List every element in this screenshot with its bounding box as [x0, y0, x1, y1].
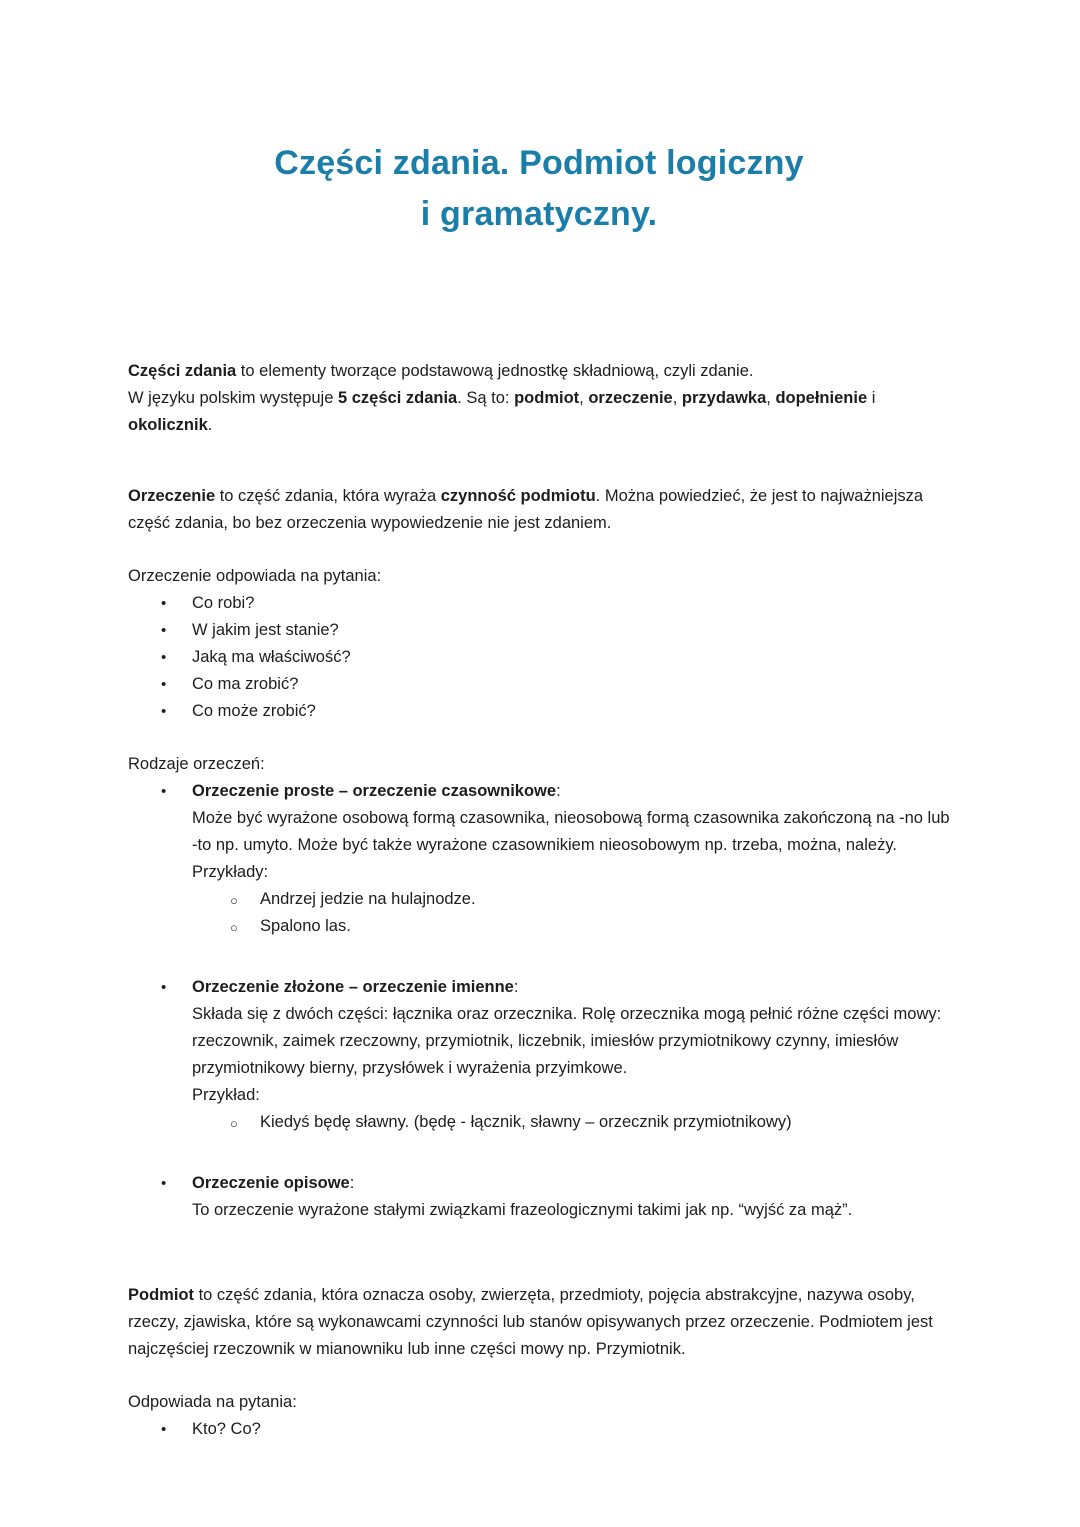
example-item: [192, 913, 950, 940]
text-run: Orzeczenie opisowe: [192, 1174, 350, 1192]
example-text: Spalono las.: [260, 917, 351, 935]
bullet-marker: •: [161, 649, 167, 666]
text-run: to część zdania, która oznacza osoby, zwierzęta, przedmioty, pojęcia abstrakcyjne, nazywa osoby, rzeczy, zjawiska, które są wykonawcami czynności lub stanów opisywanych przez orzeczenie. Podmiotem jest najczęściej rzeczownik w mianowniku lub inne części mowy np. Przymiotnik.: [128, 1286, 933, 1358]
type-heading: [192, 974, 950, 1001]
bullet-marker: •: [161, 979, 167, 996]
title-line-1: Części zdania. Podmiot logiczny: [274, 144, 804, 182]
list-item: [128, 617, 950, 644]
type-item-proste: [128, 778, 950, 940]
title-line-2: i gramatyczny.: [420, 195, 658, 233]
text-run: ,: [579, 389, 589, 407]
list-item: [128, 671, 950, 698]
text-run: orzeczenie: [588, 389, 673, 407]
text-run: okolicznik: [128, 416, 208, 434]
podmiot-questions-section: [128, 1389, 950, 1443]
list-item-text: Co może zrobić?: [192, 702, 316, 720]
example-text: Andrzej jedzie na hulajnodze.: [260, 890, 476, 908]
type-body: Może być wyrażone osobową formą czasownika, nieosobową formą czasownika zakończoną na -no lub -to np. umyto. Może być także wyrażone czasownikiem nieosobowym np. trzeba, można, należy.: [192, 809, 950, 854]
text-run: . Są to:: [457, 389, 515, 407]
type-item-zlozone: [128, 974, 950, 1136]
orzeczenie-definition: [128, 483, 950, 537]
text-run: . Można powiedzieć, że jest to najważniejsza część zdania, bo bez orzeczenia wypowiedzenie nie jest zdaniem.: [128, 487, 924, 532]
text-run: dopełnienie: [775, 389, 868, 407]
bullet-marker: •: [161, 783, 167, 800]
text-run: :: [556, 782, 561, 800]
text-run: Orzeczenie proste – orzeczenie czasownikowe: [192, 782, 557, 800]
bullet-marker: •: [161, 1175, 167, 1192]
list-item-text: Co ma zrobić?: [192, 675, 299, 693]
circle-marker: ○: [230, 893, 238, 908]
text-run: przydawka: [681, 389, 767, 407]
text-run: .: [207, 416, 213, 434]
text-run: Podmiot: [128, 1286, 194, 1304]
orzeczenie-types-section: [128, 751, 950, 1224]
text-run: ,: [672, 389, 682, 407]
podmiot-definition: [128, 1282, 950, 1363]
text-run: Orzeczenie złożone – orzeczenie imienne: [192, 978, 514, 996]
bullet-marker: •: [161, 703, 167, 720]
intro-paragraph-2: [128, 385, 950, 439]
bullet-marker: •: [161, 1421, 167, 1438]
list-item-text: W jakim jest stanie?: [192, 621, 339, 639]
intro-section: [128, 358, 950, 439]
type-heading: [192, 1170, 950, 1197]
bullet-marker: •: [161, 595, 167, 612]
type-item-opisowe: [128, 1170, 950, 1224]
list-item-text: Jaką ma właściwość?: [192, 648, 351, 666]
example-item: [192, 886, 950, 913]
text-run: Części zdania: [128, 362, 237, 380]
list-item-text: Co robi?: [192, 594, 255, 612]
text-run: to elementy tworzące podstawową jednostkę składniową, czyli zdanie.: [236, 362, 754, 380]
podmiot-questions-label: Odpowiada na pytania:: [128, 1393, 297, 1411]
type-body: To orzeczenie wyrażone stałymi związkami frazeologicznymi takimi jak np. “wyjść za mąż”.: [192, 1201, 853, 1219]
text-run: to część zdania, która wyraża: [215, 487, 441, 505]
bullet-marker: •: [161, 676, 167, 693]
list-item: [128, 1416, 950, 1443]
text-run: W języku polskim występuje: [128, 389, 338, 407]
example-text: Kiedyś będę sławny. (będę - łącznik, sławny – orzecznik przymiotnikowy): [260, 1113, 792, 1131]
intro-paragraph-1: [128, 358, 950, 385]
text-run: podmiot: [514, 389, 580, 407]
text-run: i: [867, 389, 876, 407]
circle-marker: ○: [230, 920, 238, 935]
text-run: Orzeczenie: [128, 487, 216, 505]
list-item: [128, 698, 950, 725]
type-heading: [192, 778, 950, 805]
types-label: Rodzaje orzeczeń:: [128, 755, 265, 773]
type-body: Składa się z dwóch części: łącznika oraz orzecznika. Rolę orzecznika mogą pełnić różne części mowy: rzeczownik, zaimek rzeczowny, przymiotnik, liczebnik, imiesłów przymiotnikowy czynny, imiesłów przymiotnikowy bierny, przysłówek i wyrażenia przyimkowe.: [192, 1005, 942, 1077]
examples-label: Przykłady:: [192, 863, 269, 881]
text-run: ,: [766, 389, 776, 407]
list-item: [128, 590, 950, 617]
text-run: czynność podmiotu: [440, 487, 596, 505]
orzeczenie-questions-section: [128, 563, 950, 725]
questions-label: Orzeczenie odpowiada na pytania:: [128, 567, 382, 585]
text-run: 5 części zdania: [337, 389, 458, 407]
page-title: [128, 138, 950, 240]
bullet-marker: •: [161, 622, 167, 639]
text-run: :: [513, 978, 519, 996]
text-run: :: [349, 1174, 355, 1192]
list-item-text: Kto? Co?: [192, 1420, 261, 1438]
example-item: [192, 1109, 950, 1136]
circle-marker: ○: [230, 1116, 238, 1131]
examples-label: Przykład:: [192, 1086, 260, 1104]
list-item: [128, 644, 950, 671]
